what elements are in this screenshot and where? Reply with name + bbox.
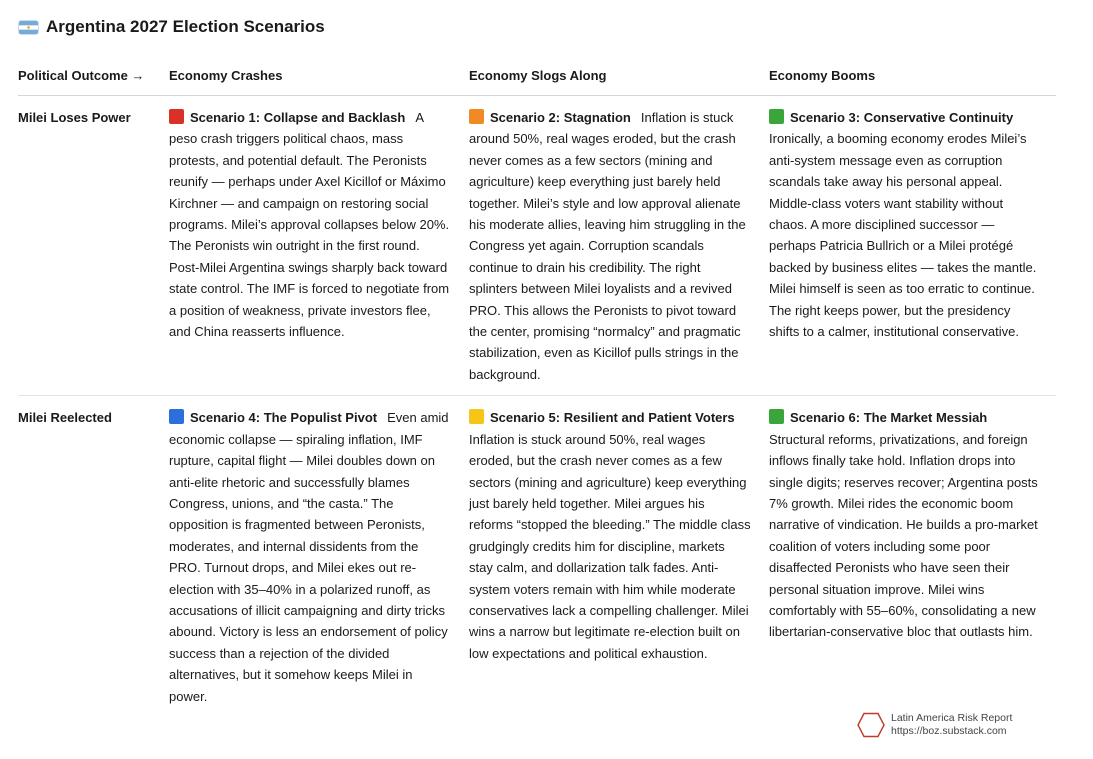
- row-label-milei-loses-power: Milei Loses Power: [18, 96, 169, 396]
- scenario-5-cell: [469, 396, 769, 717]
- scenario-2-cell: [469, 96, 769, 396]
- green-square-icon: [769, 409, 784, 424]
- watermark-name: Latin America Risk Report: [891, 712, 1013, 724]
- scenario-5-text: Inflation is stuck around 50%, real wages eroded, but the crash never comes as a few sectors (mining and agriculture) keep everything just barely held together. Milei argues his reforms “stopped the bleeding.” The middle class grudgingly credits him for discipline, markets stay calm, and dollarization talk fades. Anti-system voters remain with him while moderate conservatives lack a compelling challenger. Milei wins a narrow but legitimate re-election built on low expectations and political exhaustion.: [469, 431, 751, 661]
- table-row-milei-reelected: [18, 396, 1056, 717]
- argentina-flag-icon: [19, 21, 38, 34]
- scenario-3-text: Ironically, a booming economy erodes Milei’s anti-system message even as corruption scandals take away his personal appeal. Middle-class voters want stability without chaos. A more disciplined successor — perhaps Patricia Bullrich or a Milei protégé backed by business elites — takes the mantle. Milei himself is seen as too erratic to continue. The right keeps power, but the presidency shifts to a calmer, institutional conservative.: [769, 131, 1037, 340]
- row-label-milei-reelected: Milei Reelected: [18, 410, 112, 426]
- page-title: Argentina 2027 Election Scenarios: [46, 17, 325, 36]
- yellow-square-icon: [469, 409, 484, 424]
- table-header-row: [18, 60, 1056, 96]
- scenario-6-cell: [769, 396, 1056, 717]
- scenario-4-text: Even amid economic collapse — spiraling inflation, IMF rupture, capital flight — Milei doubles down on anti-elite rhetoric and successfully blames Congress, unions, and “the casta.” The opposition is fragmented between Peronists, moderates, and internal dissidents from the PRO. Turnout drops, and Milei ekes out re-election with 35–40% in a polarized runoff, as accusations of illicit campaigning and dirty tricks abound. Victory is less an endorsement of policy success than a rejection of the divided alternatives, but it somehow keeps Milei in power.: [169, 410, 449, 704]
- source-watermark: [857, 711, 1012, 739]
- blue-square-icon: [169, 409, 184, 424]
- hexagon-logo-icon: [857, 711, 885, 739]
- column-header-economy-slogs-along: Economy Slogs Along: [469, 60, 769, 96]
- scenario-5-title: Scenario 5: Resilient and Patient Voters: [490, 410, 735, 426]
- scenario-3-cell: [769, 96, 1056, 396]
- green-square-icon: [769, 109, 784, 124]
- scenario-2-title: Scenario 2: Stagnation: [490, 110, 631, 125]
- orange-square-icon: [469, 109, 484, 124]
- column-header-economy-crashes: Economy Crashes: [169, 60, 469, 96]
- scenario-4-cell: [169, 396, 469, 717]
- page-header: [19, 15, 325, 39]
- scenario-6-title: Scenario 6: The Market Messiah: [790, 410, 988, 426]
- column-header-political-outcome: Political Outcome →: [18, 60, 169, 96]
- scenario-6-text: Structural reforms, privatizations, and foreign inflows finally take hold. Inflation drops into single digits; reserves recover; Argentina posts 7% growth. Milei rides the economic boom narrative of vindication. He builds a pro-market coalition of voters including some poor disaffected Peronists who have seen their personal situation improve. Milei wins comfortably with 55–60%, consolidating a new libertarian-conservative bloc that outlasts him.: [769, 431, 1038, 640]
- watermark-url: https://boz.substack.com: [891, 725, 1007, 737]
- scenario-1-title: Scenario 1: Collapse and Backlash: [190, 110, 406, 125]
- red-square-icon: [169, 109, 184, 124]
- table-row-milei-loses-power: [18, 96, 1056, 396]
- scenario-1-text: A peso crash triggers political chaos, mass protests, and potential default. The Peronists reunify — perhaps under Axel Kicillof or Máximo Kirchner — and campaign on restoring social programs. Milei’s approval collapses below 20%. The Peronists win outright in the first round. Post-Milei Argentina swings sharply back toward state control. The IMF is forced to negotiate from a position of weakness, private investors flee, and China reasserts influence.: [169, 110, 450, 340]
- scenario-2-text: Inflation is stuck around 50%, real wages eroded, but the crash never comes as a few sectors (mining and agriculture) keep everything just barely held together. Milei’s style and low approval alienate his moderate allies, leaving him struggling in the Congress yet again. Corruption scandals continue to drain his credibility. The right splinters between Milei loyalists and a revived PRO. This allows the Peronists to pivot toward the center, promising “normalcy” and pragmatic stabilization, even as Kicillof pulls strings in the background.: [469, 110, 746, 382]
- scenario-matrix-table: [18, 60, 1056, 717]
- scenario-3-title: Scenario 3: Conservative Continuity: [790, 110, 1014, 125]
- scenario-4-title: Scenario 4: The Populist Pivot: [190, 410, 378, 426]
- scenario-1-cell: [169, 96, 469, 396]
- column-header-economy-booms: Economy Booms: [769, 60, 1056, 96]
